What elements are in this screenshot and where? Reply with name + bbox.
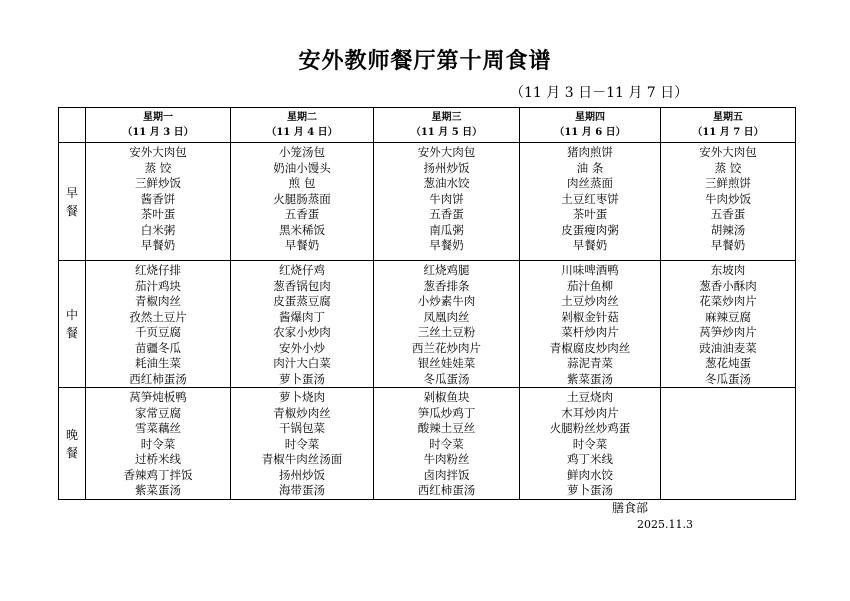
dish-item: 干锅包菜 [279,421,325,435]
dish-item: 胡辣汤 [710,222,746,237]
dish-item: 川味啤酒鸭 [561,263,619,277]
menu-cell [86,143,231,261]
menu-cell [231,388,374,500]
dish-item: 花菜炒肉片 [699,294,757,308]
dish-item: 家常豆腐 [135,405,181,420]
day-header: 星期五 （11 月 7 日） [661,108,796,143]
meal-label: 早 餐 [59,143,86,261]
dish-item: 卤肉拌饭 [423,467,470,482]
menu-cell [231,143,374,261]
dish-item: 红烧鸡腿 [423,263,470,277]
dish-item: 过桥米线 [135,452,181,466]
dish-item: 莴笋炖板鸭 [129,390,187,404]
menu-cell [661,388,796,500]
dish-item: 葱香锅包肉 [273,278,331,293]
dish-item: 葱香小酥肉 [699,278,757,293]
dish-item: 茶叶蛋 [572,207,608,221]
dish-item: 奶油小馒头 [273,160,331,175]
dish-item: 牛肉炒饭 [705,191,751,206]
meal-row-lunch [59,261,796,388]
dish-item: 茄汁鱼柳 [567,278,613,293]
dish-item: 早餐奶 [140,238,176,252]
dish-item: 牛肉饼 [429,191,464,206]
dish-item: 冬瓜蛋汤 [423,371,470,386]
dish-item: 青椒牛肉丝汤面 [261,452,343,466]
dish-item: 五香蛋 [284,207,320,221]
dish-item: 鸡丁米线 [567,452,613,466]
dish-item: 紫菜蛋汤 [567,371,613,386]
dish-item: 笋瓜炒鸡丁 [417,405,476,420]
dish-item: 三鲜煎饼 [705,176,751,190]
dish-item: 白米粥 [140,222,176,237]
dish-item: 土豆炒肉丝 [561,294,619,308]
menu-table [58,107,796,500]
day-header: 星期一 （11 月 3 日） [86,108,231,143]
dish-item: 麻辣豆腐 [705,309,751,324]
dish-item: 时令菜 [284,436,320,451]
menu-cell [661,261,796,388]
menu-cell [374,388,520,500]
dish-item: 黑米稀饭 [279,222,325,237]
dish-item: 西红柿蛋汤 [417,483,476,497]
dish-item: 酱爆肉丁 [279,309,325,324]
dish-item: 蒸 饺 [144,160,172,175]
dish-item: 孜然土豆片 [129,309,187,324]
dish-item: 千页豆腐 [135,325,181,339]
dish-item: 茶叶蛋 [140,207,176,221]
menu-cell [520,261,661,388]
dish-item: 扬州炒饭 [423,160,470,175]
menu-cell [231,261,374,388]
dish-item: 雪菜藕丝 [135,421,181,435]
dish-item: 冬瓜蛋汤 [705,371,751,386]
dish-item: 苗疆冬瓜 [135,340,181,355]
dish-item: 早餐奶 [429,238,464,252]
dish-item: 西红柿蛋汤 [129,371,187,386]
dish-item: 猪肉煎饼 [567,145,613,159]
dish-item: 安外大肉包 [129,145,187,159]
dish-item: 煎 包 [288,176,316,190]
dish-item: 早餐奶 [710,238,746,252]
dish-item: 时令菜 [429,436,464,451]
dish-item: 火腿粉丝炒鸡蛋 [549,421,631,435]
dish-item: 火腿肠蒸面 [273,191,331,206]
dish-item: 南瓜粥 [429,222,464,237]
dish-item: 葱油水饺 [423,176,470,190]
dish-item: 木耳炒肉片 [561,405,619,420]
dish-item: 莴笋炒肉片 [699,325,757,339]
day-header: 星期三 （11 月 5 日） [374,108,520,143]
dish-item: 菜杆炒肉片 [561,325,619,339]
dish-item: 鲜肉水饺 [567,467,613,482]
meal-label: 晚 餐 [59,388,86,500]
dish-item: 剁椒金针菇 [561,309,619,324]
date-range: （11 月 3 日－11 月 7 日） [510,85,689,101]
dish-item: 五香蛋 [710,207,746,221]
menu-cell [86,388,231,500]
dish-item: 酱香饼 [140,191,176,206]
dish-item: 萝卜蛋汤 [567,483,613,497]
dish-item: 红烧仔排 [135,263,181,277]
dish-item: 五香蛋 [429,207,464,221]
dish-item: 青椒肉丝 [135,294,181,308]
dish-item: 小炒素牛肉 [417,294,476,308]
dish-item: 三丝土豆粉 [417,325,476,339]
dish-item: 葱香排条 [423,278,470,293]
dish-item: 土豆红枣饼 [561,191,619,206]
dish-item: 萝卜烧肉 [279,390,325,404]
dish-item: 牛肉粉丝 [423,452,470,466]
dish-item: 时令菜 [572,436,608,451]
dish-item: 蒸 饺 [714,160,742,175]
dish-item: 酸辣土豆丝 [417,421,476,435]
dish-item: 海带蛋汤 [279,483,325,497]
dish-item: 蒜泥青菜 [567,356,613,370]
dish-item: 扬州炒饭 [279,467,325,482]
dish-item: 东坡肉 [710,263,746,277]
dish-item: 三鲜炒饭 [135,176,181,190]
meal-label: 中 餐 [59,261,86,388]
dish-item: 青椒炒肉丝 [273,405,331,420]
dish-item: 茄汁鸡块 [135,278,181,293]
dish-item: 豉油油麦菜 [699,340,757,355]
dish-item: 萝卜蛋汤 [279,371,325,386]
menu-cell [374,143,520,261]
day-header: 星期二 （11 月 4 日） [231,108,374,143]
dish-item: 安外大肉包 [417,145,476,159]
dish-item: 皮蛋瘦肉粥 [561,222,619,237]
dish-item: 时令菜 [140,436,176,451]
menu-cell [520,143,661,261]
dish-item: 肉丝蒸面 [567,176,613,190]
dish-item: 皮蛋蒸豆腐 [273,294,331,308]
day-header: 星期四 （11 月 6 日） [520,108,661,143]
dish-item: 土豆烧肉 [567,390,613,404]
dish-item: 安外小炒 [279,340,325,355]
dish-item: 葱花炖蛋 [705,356,751,370]
dish-item: 青椒腐皮炒肉丝 [549,340,631,355]
dish-item: 油 条 [576,160,604,175]
dish-item: 凤凰肉丝 [423,309,470,324]
menu-cell [520,388,661,500]
dish-item: 紫菜蛋汤 [135,483,181,497]
dish-item: 小笼汤包 [279,145,325,159]
dish-item: 剁椒鱼块 [423,390,470,404]
footer-dept: 膳食部 [612,501,649,515]
dish-item: 红烧仔鸡 [279,263,325,277]
dish-item: 耗油生菜 [135,356,181,370]
menu-cell [86,261,231,388]
dish-item: 农家小炒肉 [273,325,331,339]
dish-item: 银丝娃娃菜 [417,356,476,370]
footer-date: 2025.11.3 [637,518,693,531]
header-row [59,108,796,143]
menu-cell [374,261,520,388]
meal-row-breakfast [59,143,796,261]
dish-item: 西兰花炒肉片 [412,340,481,355]
dish-item: 早餐奶 [572,238,608,252]
corner-cell [59,108,86,143]
page-title: 安外教师餐厅第十周食谱 [298,49,552,74]
dish-item: 安外大肉包 [699,145,757,159]
dish-item: 香辣鸡丁拌饭 [123,467,193,482]
dish-item: 肉汁大白菜 [273,356,331,370]
dish-item: 早餐奶 [284,238,320,252]
meal-row-dinner [59,388,796,500]
menu-cell [661,143,796,261]
